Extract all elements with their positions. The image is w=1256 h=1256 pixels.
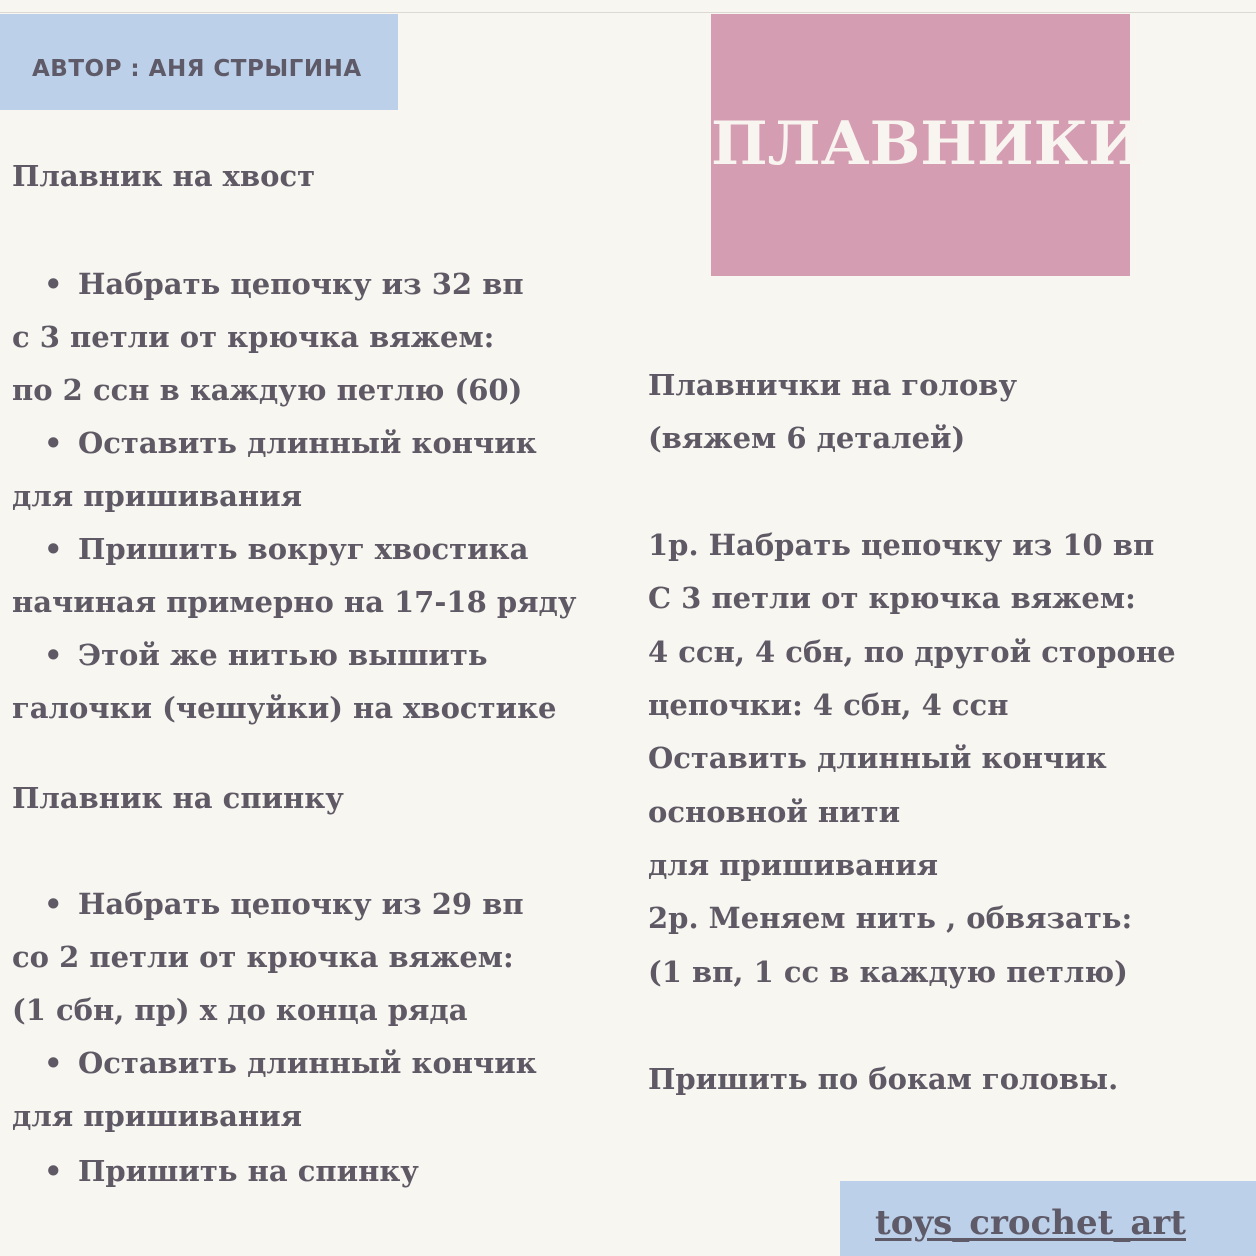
top-divider <box>0 12 1256 13</box>
head-final-step: Пришить по бокам головы. <box>648 1062 1119 1096</box>
head-step-line: 4 ссн, 4 сбн, по другой стороне <box>648 635 1176 669</box>
instagram-handle[interactable]: toys_crochet_art <box>875 1203 1186 1243</box>
bullet-icon: • <box>44 1154 63 1188</box>
author-banner <box>0 14 398 110</box>
head-step-line: 1р. Набрать цепочку из 10 вп <box>648 528 1155 562</box>
back-step-line: Пришить на спинку <box>78 1154 419 1188</box>
bullet-icon: • <box>44 532 63 566</box>
back-step-line: со 2 петли от крючка вяжем: <box>12 940 514 974</box>
tail-step-line: с 3 петли от крючка вяжем: <box>12 320 495 354</box>
title-banner <box>711 14 1145 276</box>
back-step-line: Оставить длинный кончик <box>78 1046 537 1080</box>
bullet-icon: • <box>44 267 63 301</box>
tail-step-line: начиная примерно на 17-18 ряду <box>12 585 577 619</box>
back-step-line: (1 сбн, пр) х до конца ряда <box>12 993 468 1027</box>
head-step-line: для пришивания <box>648 848 939 882</box>
tail-step-line: Оставить длинный кончик <box>78 426 537 460</box>
head-step-line: 2р. Меняем нить , обвязать: <box>648 901 1133 935</box>
author-label: АВТОР : АНЯ СТРЫГИНА <box>32 56 362 82</box>
head-step-line: цепочки: 4 сбн, 4 ссн <box>648 688 1009 722</box>
tail-step-line: Этой же нитью вышить <box>78 638 488 672</box>
tail-step-line: галочки (чешуйки) на хвостике <box>12 691 557 725</box>
tail-step-line: Пришить вокруг хвостика <box>78 532 529 566</box>
page-title: ПЛАВНИКИ <box>711 109 1145 179</box>
bullet-icon: • <box>44 1046 63 1080</box>
head-step-line: (1 вп, 1 сс в каждую петлю) <box>648 955 1128 989</box>
head-fins-heading: Плавнички на голову <box>648 368 1018 402</box>
back-step-line: для пришивания <box>12 1099 303 1133</box>
tail-step-line: Набрать цепочку из 32 вп <box>78 267 524 301</box>
tail-step-line: для пришивания <box>12 479 303 513</box>
head-step-line: С 3 петли от крючка вяжем: <box>648 581 1136 615</box>
head-fins-subheading: (вяжем 6 деталей) <box>648 421 966 455</box>
back-step-line: Набрать цепочку из 29 вп <box>78 887 524 921</box>
tail-step-line: по 2 ссн в каждую петлю (60) <box>12 373 523 407</box>
bullet-icon: • <box>44 426 63 460</box>
head-step-line: Оставить длинный кончик <box>648 741 1107 775</box>
head-step-line: основной нити <box>648 795 901 829</box>
bullet-icon: • <box>44 638 63 672</box>
instagram-banner <box>840 1181 1256 1256</box>
back-fin-heading: Плавник на спинку <box>12 781 344 815</box>
bullet-icon: • <box>44 887 63 921</box>
tail-fin-heading: Плавник на хвост <box>12 159 316 193</box>
